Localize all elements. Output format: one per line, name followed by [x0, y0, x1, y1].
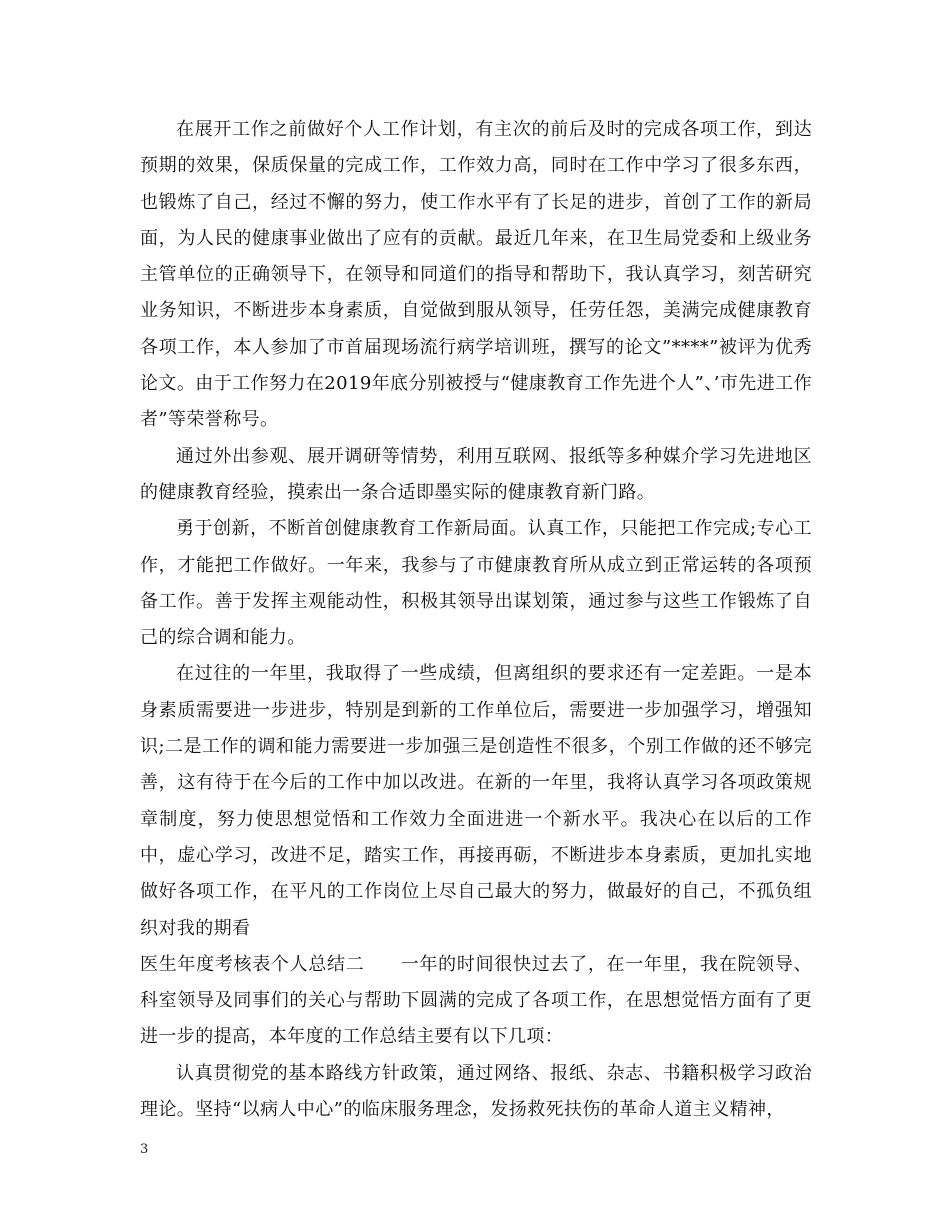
paragraph-shortcomings: 在过往的一年里，我取得了一些成绩，但离组织的要求还有一定差距。一是本身素质需要进一步进步，特别是到新的工作单位后，需要进一步加强学习，增强知识;二是工作的调和能力需要进一步加强三是创造性不很多，个别工作做的还不够完善，这有待于在今后的工作中加以改进。在新的一年里，我将认真学习各项政策规章制度，努力使思想觉悟和工作效力全面进进一个新水平。我决心在以后的工作中，虚心学习，改进不足，踏实工作，再接再砺，不断进步本身素质，更加扎实地做好各项工作，在平凡的工作岗位上尽自己最大的努力，做最好的自己，不孤负组织对我的期看 [140, 663, 812, 939]
paragraph-political-study: 认真贯彻党的基本路线方针政策，通过网络、报纸、杂志、书籍积极学习政治理论。坚持“以病人中心”的临床服务理念，发扬救死扶伤的革命人道主义精神， [140, 1062, 812, 1121]
page-number: 3 [140, 1142, 149, 1157]
paragraph-innovation: 勇于创新，不断首创健康教育工作新局面。认真工作，只能把工作完成;专心工作，才能把工作做好。一年来，我参与了市健康教育所从成立到正常运转的各项预备工作。善于发挥主观能动性，积极其领导出谋划策，通过参与这些工作锻炼了自己的综合调和能力。 [140, 518, 812, 649]
section-heading: 医生年度考核表个人总结二 [140, 953, 365, 975]
paragraph-work-plan: 在展开工作之前做好个人工作计划，有主次的前后及时的完成各项工作，到达预期的效果，保质保量的完成工作，工作效力高，同时在工作中学习了很多东西，也锻炼了自己，经过不懈的努力，使工作水平有了长足的进步，首创了工作的新局面，为人民的健康事业做出了应有的贡献。最近几年来，在卫生局党委和上级业务主管单位的正确领导下，在领导和同道们的指导和帮助下，我认真学习，刻苦研究业务知识，不断进步本身素质，自觉做到服从领导，任劳任怨，美满完成健康教育各项工作，本人参加了市首届现场流行病学培训班，撰写的论文”****”被评为优秀论文。由于工作努力在2019年底分别被授与“健康教育工作先进个人”、’市先进工作者”等荣誉称号。 [140, 119, 812, 431]
section-intro-text: 一年的时间很快过去了，在一年里，我在院领导、科室领导及同事们的关心与帮助下圆满的完成了各项工作，在思想觉悟方面有了更进一步的提高，本年度的工作总结主要有以下几项： [140, 953, 812, 1048]
document-body [140, 112, 812, 1128]
section-two-paragraph [140, 947, 812, 1056]
paragraph-study-methods: 通过外出参观、展开调研等情势，利用互联网、报纸等多种媒介学习先进地区的健康教育经验，摸索出一条合适即墨实际的健康教育新门路。 [140, 445, 812, 503]
